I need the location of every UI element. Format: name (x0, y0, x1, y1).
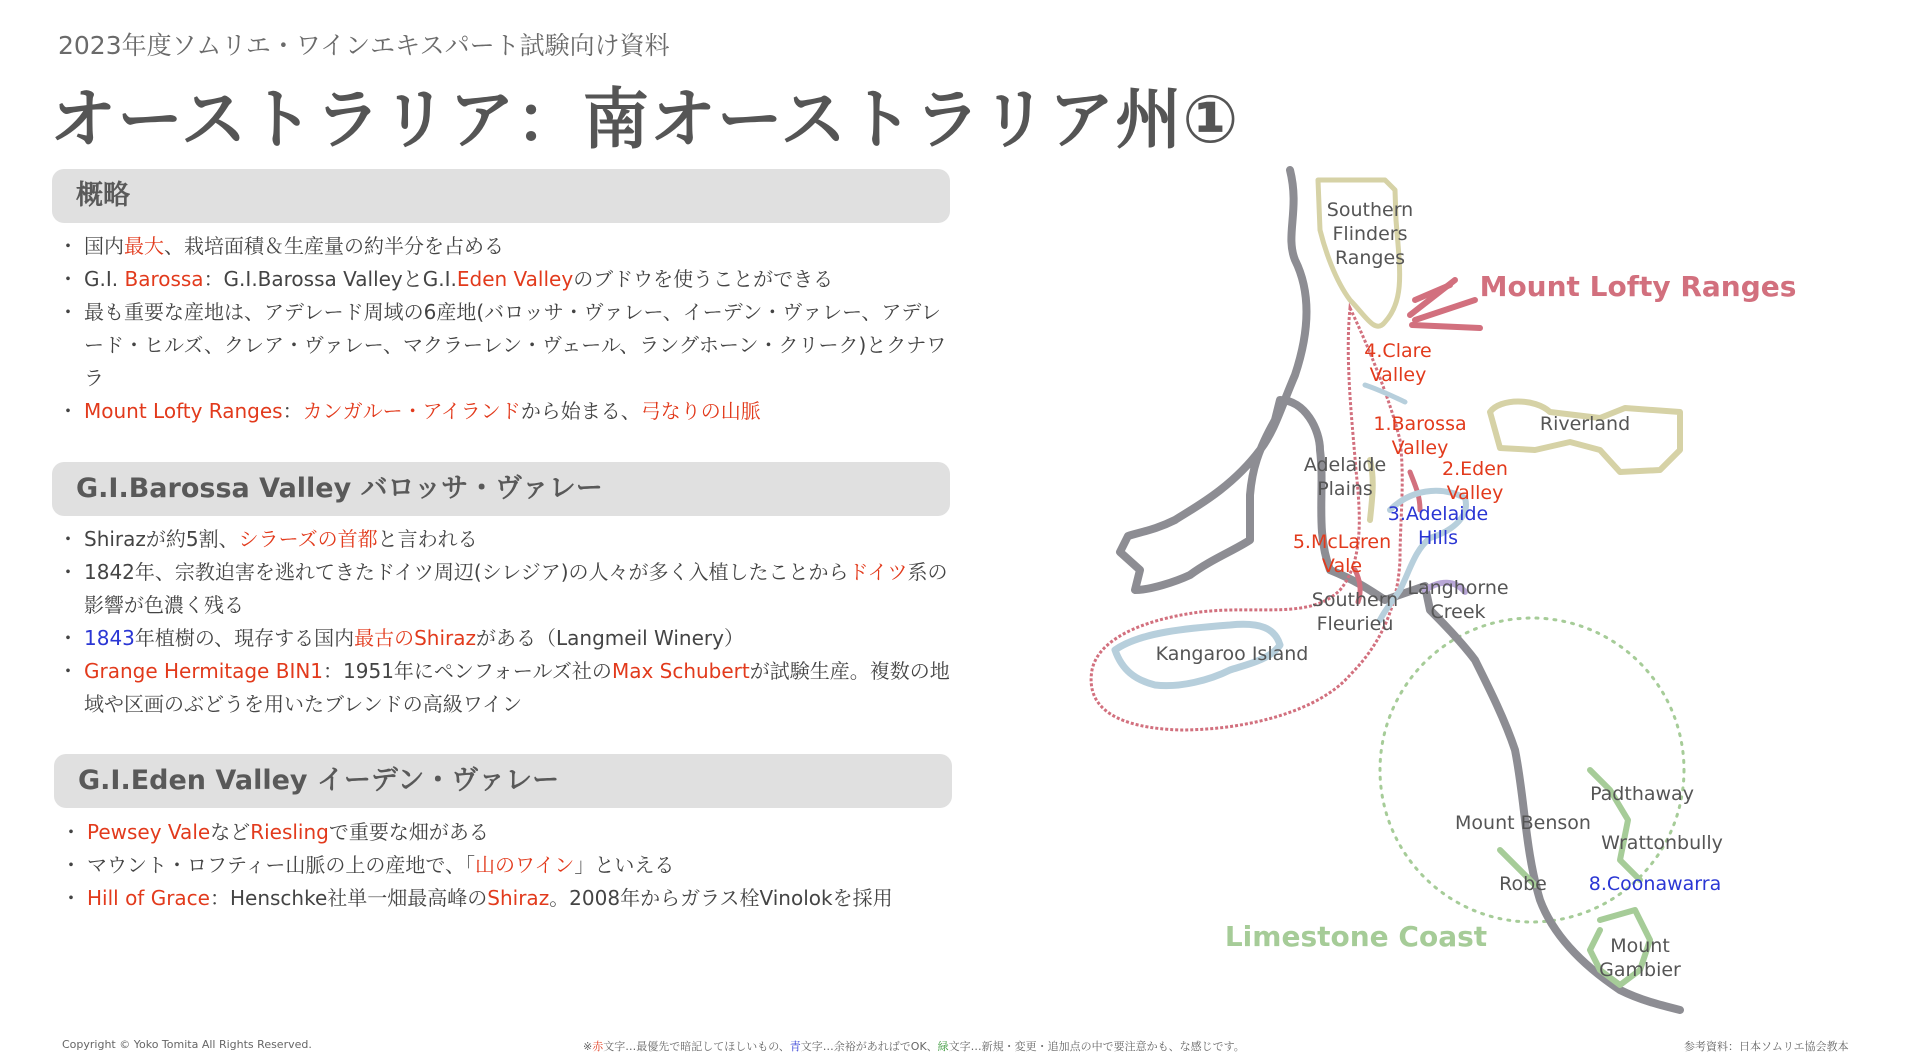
bullet-text: 最大 (124, 234, 164, 258)
bullet-text: Max Schubert (611, 659, 750, 683)
bullet-item (63, 849, 963, 882)
section-heading-barossa: G.I.Barossa Valley バロッサ・ヴァレー (52, 462, 950, 516)
label-mount-gambier-1: Mount (1610, 935, 1670, 957)
label-wrattonbully: Wrattonbully (1601, 832, 1723, 854)
legend-text: 青 (789, 1040, 801, 1053)
bullet-text: ： (282, 399, 303, 423)
label-adelaide-hills-1: 3.Adelaide (1387, 503, 1489, 525)
bullet-text: が試験生産。複数の地域や区画のぶどうを用いたブレンドの高級ワイン (84, 659, 950, 716)
bullet-text: Pewsey Vale (87, 820, 211, 844)
label-southern-flinders-2: Flinders (1332, 223, 1408, 245)
bullet-item (60, 556, 960, 622)
bullet-item (60, 523, 960, 556)
legend-text: 文字…最優先で暗記してほしいもの、 (603, 1040, 790, 1053)
label-coonawarra: 8.Coonawarra (1588, 873, 1722, 895)
south-australia-map (1080, 150, 1800, 1030)
bullet-item (60, 395, 960, 428)
label-padthaway: Padthaway (1590, 783, 1694, 805)
bullet-item (60, 622, 960, 655)
bullet-text: Grange Hermitage BIN1 (84, 659, 324, 683)
bullet-text: 山のワイン (475, 853, 575, 877)
label-barossa-1: 1.Barossa (1373, 413, 1467, 435)
label-southern-fleurieu-2: Fleurieu (1316, 613, 1394, 635)
bullet-text: 最も重要な産地は、アデレード周域の6産地(バロッサ・ヴァレー、イーデン・ヴァレー、アデレード・ヒルズ、クレア・ヴァレー、マクラーレン・ヴェール、ラングホーン・クリーク)とクナワラ (84, 300, 947, 390)
bullet-text: のブドウを使うことができる (573, 267, 834, 291)
copyright: Copyright © Yoko Tomita All Rights Reserved. (62, 1038, 312, 1051)
overview-list (60, 230, 960, 428)
bullet-text: 系の影響が色濃く残る (84, 560, 948, 617)
color-legend-note (583, 1038, 1245, 1054)
label-langhorne-2: Creek (1430, 601, 1486, 623)
label-southern-fleurieu-1: Southern (1311, 589, 1399, 611)
legend-text: 文字…余裕があればでOK、 (800, 1040, 938, 1053)
bullet-text: Riesling (250, 820, 329, 844)
bullet-text: がある（Langmeil Winery） (476, 626, 744, 650)
bullet-text: ：G.I.Barossa ValleyとG.I. (203, 267, 457, 291)
label-mount-lofty: Mount Lofty Ranges (1479, 270, 1797, 303)
label-mount-gambier-2: Gambier (1599, 959, 1681, 981)
bullet-item (60, 296, 960, 395)
bullet-text: など (210, 820, 251, 844)
label-mount-benson: Mount Benson (1455, 812, 1591, 834)
map-labels (1156, 199, 1797, 981)
bullet-text: 1843 (84, 626, 135, 650)
subtitle: 2023年度ソムリエ・ワインエキスパート試験向け資料 (58, 31, 670, 60)
label-clare-1: 4.Clare (1364, 340, 1432, 362)
label-barossa-2: Valley (1391, 437, 1449, 459)
label-langhorne-1: Langhorne (1407, 577, 1509, 599)
bullet-text: 年植樹の、現存する国内 (134, 626, 355, 650)
bullet-item (63, 882, 963, 915)
label-kangaroo: Kangaroo Island (1155, 643, 1309, 665)
bullet-text: と言われる (377, 527, 478, 551)
label-robe: Robe (1499, 873, 1547, 895)
label-limestone: Limestone Coast (1224, 920, 1488, 953)
label-southern-flinders-1: Southern (1326, 199, 1414, 221)
bullet-text: 、栽培面積＆生産量の約半分を占める (164, 234, 504, 258)
label-clare-2: Valley (1369, 364, 1427, 386)
bullet-text: 弓なりの山脈 (640, 399, 761, 423)
label-adelaide-plains-1: Adelaide (1303, 454, 1387, 476)
label-adelaide-hills-2: Hills (1417, 527, 1459, 549)
bullet-text: 最古のShiraz (354, 626, 477, 650)
bullet-item (60, 230, 960, 263)
bullet-text: ドイツ (848, 560, 908, 584)
bullet-text: Hill of Grace (87, 886, 210, 910)
bullet-text: マウント・ロフティー山脈の上の産地で、「 (87, 853, 475, 877)
section-heading-overview: 概略 (52, 169, 950, 223)
eden-list (63, 816, 963, 915)
bullet-text: ：1951年にペンフォールズ社の (323, 659, 612, 683)
bullet-text: G.I. (84, 267, 125, 291)
bullet-text: カンガルー・アイランド (302, 399, 521, 423)
bullet-text: ：Henschke社単一畑最高峰の (209, 886, 488, 910)
bullet-text: Barossa (124, 267, 204, 291)
label-eden-1: 2.Eden (1442, 458, 1508, 480)
legend-text: 文字…新規・変更・追加点の中で要注意かも、な感じです。 (948, 1040, 1245, 1053)
page-title: オーストラリア：南オーストラリア州① (50, 81, 1240, 158)
bullet-text: 1842年、宗教迫害を逃れてきたドイツ周辺(シレジア)の人々が多く入植したことから (84, 560, 849, 584)
label-eden-2: Valley (1446, 482, 1504, 504)
reference-note: 参考資料：日本ソムリエ協会教本 (1684, 1040, 1849, 1053)
mount-lofty-arrow (1410, 280, 1480, 328)
label-southern-flinders-3: Ranges (1334, 247, 1406, 269)
bullet-text: Mount Lofty Ranges (84, 399, 283, 423)
bullet-text: 」といえる (574, 853, 675, 877)
label-mclaren-2: Vale (1321, 555, 1363, 577)
section-heading-eden: G.I.Eden Valley イーデン・ヴァレー (54, 754, 952, 808)
label-mclaren-1: 5.McLaren (1292, 531, 1392, 553)
legend-text: 赤 (592, 1040, 604, 1053)
bullet-text: Shirazが約5割、 (84, 527, 239, 551)
legend-text: 緑 (937, 1040, 949, 1053)
bullet-text: Eden Valley (456, 267, 574, 291)
bullet-text: で重要な畑がある (328, 820, 489, 844)
bullet-text: 国内 (84, 234, 124, 258)
bullet-text: Shiraz (487, 886, 550, 910)
label-riverland: Riverland (1539, 413, 1631, 435)
bullet-item (60, 263, 960, 296)
legend-text: ※ (583, 1040, 593, 1053)
bullet-item (63, 816, 963, 849)
bullet-text: から始まる、 (520, 399, 641, 423)
label-adelaide-plains-2: Plains (1317, 478, 1373, 500)
bullet-item (60, 655, 960, 721)
bullet-text: 。2008年からガラス栓Vinolokを採用 (549, 886, 893, 910)
barossa-list (60, 523, 960, 721)
bullet-text: シラーズの首都 (238, 527, 378, 551)
